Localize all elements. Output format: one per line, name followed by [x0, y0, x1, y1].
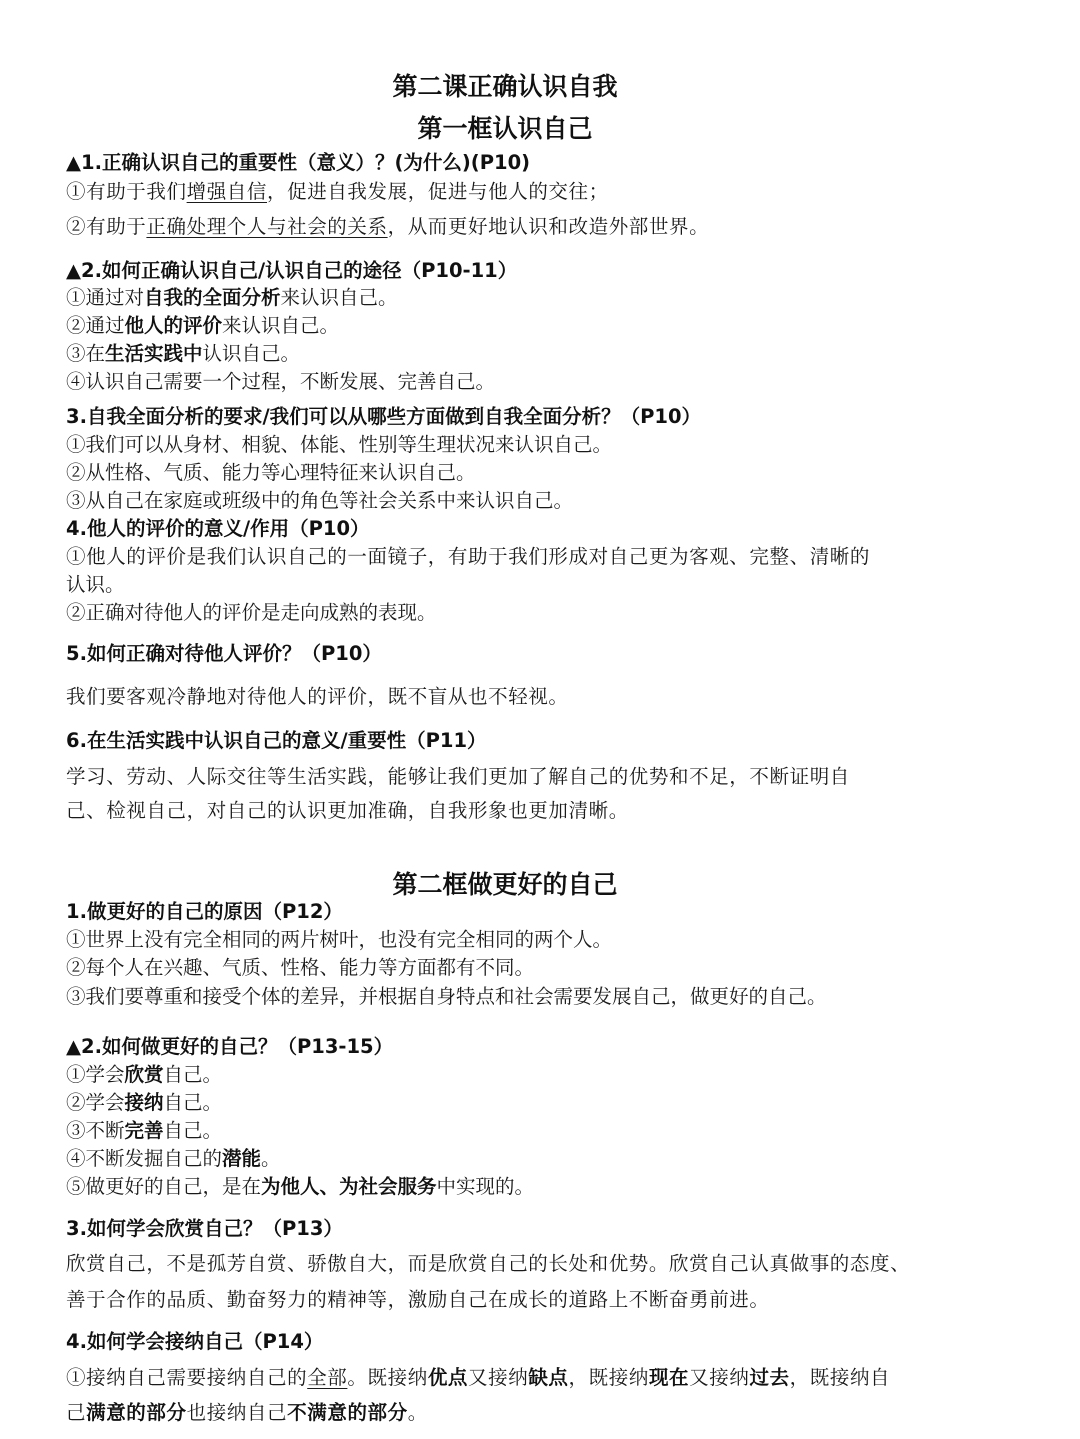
frame1-q3-line2: ②从性格、气质、能力等心理特征来认识自己。: [66, 461, 476, 484]
frame1-q4-line2: ②正确对待他人的评价是走向成熟的表现。: [66, 601, 437, 624]
frame1-q5-line1: 我们要客观冷静地对待他人的评价，既不盲从也不轻视。: [66, 685, 569, 708]
frame2-q2-heading: ▲2.如何做更好的自己？（P13-15）: [66, 1035, 394, 1058]
frame2-q4-heading: 4.如何学会接纳自己（P14）: [66, 1330, 324, 1353]
frame1-q1-line2: ②有助于正确处理个人与社会的关系，从而更好地认识和改造外部世界。: [66, 215, 710, 238]
frame1-q4-line1: ①他人的评价是我们认识自己的一面镜子，有助于我们形成对自己更为客观、完整、清晰的: [66, 545, 871, 568]
frame1-q2-line4: ④认识自己需要一个过程，不断发展、完善自己。: [66, 370, 496, 393]
underlined-phrase: 增强自信: [186, 180, 268, 203]
frame1-q2-line3: ③在生活实践中认识自己。: [66, 342, 301, 365]
frame1-q1-line1: ①有助于我们增强自信，促进自我发展，促进与他人的交往；: [66, 180, 609, 203]
frame1-q2-line2: ②通过他人的评价来认识自己。: [66, 314, 340, 337]
frame2-q2-line1: ①学会欣赏自己。: [66, 1063, 223, 1086]
underlined-phrase: 全部: [307, 1366, 348, 1389]
frame1-q6-line1: 学习、劳动、人际交往等生活实践，能够让我们更加了解自己的优势和不足，不断证明自: [66, 765, 850, 788]
frame2-q1-line1: ①世界上没有完全相同的两片树叶，也没有完全相同的两个人。: [66, 928, 613, 951]
frame1-q6-heading: 6.在生活实践中认识自己的意义/重要性（P11）: [66, 729, 487, 752]
frame2-q2-line2: ②学会接纳自己。: [66, 1091, 223, 1114]
frame2-q3-line2: 善于合作的品质、勤奋努力的精神等，激励自己在成长的道路上不断奋勇前进。: [66, 1288, 770, 1311]
underlined-phrase: 正确处理个人与社会的关系: [146, 215, 388, 238]
frame2-q2-line4: ④不断发掘自己的潜能。: [66, 1147, 281, 1170]
frame2-q2-line5: ⑤做更好的自己，是在为他人、为社会服务中实现的。: [66, 1175, 535, 1198]
frame1-q2-heading: ▲2.如何正确认识自己/认识自己的途径（P10-11）: [66, 259, 518, 282]
lesson-title: 第二课正确认识自我: [392, 72, 618, 101]
frame1-q3-line1: ①我们可以从身材、相貌、体能、性别等生理状况来认识自己。: [66, 433, 613, 456]
frame1-q3-heading: 3.自我全面分析的要求/我们可以从哪些方面做到自我全面分析？（P10）: [66, 405, 702, 428]
frame1-q6-line2: 己、检视自己，对自己的认识更加准确，自我形象也更加清晰。: [66, 799, 629, 822]
frame1-q4-heading: 4.他人的评价的意义/作用（P10）: [66, 517, 370, 540]
frame2-q3-line1: 欣赏自己，不是孤芳自赏、骄傲自大，而是欣赏自己的长处和优势。欣赏自己认真做事的态度、: [66, 1252, 911, 1275]
frame2-q1-line3: ③我们要尊重和接受个体的差异，并根据自身特点和社会需要发展自己，做更好的自己。: [66, 985, 827, 1008]
frame2-q1-line2: ②每个人在兴趣、气质、性格、能力等方面都有不同。: [66, 956, 535, 979]
frame2-title: 第二框做更好的自己: [392, 870, 618, 899]
frame2-q2-line3: ③不断完善自己。: [66, 1119, 223, 1142]
frame1-q4-line1-cont: 认识。: [66, 573, 125, 596]
frame1-q2-line1: ①通过对自我的全面分析来认识自己。: [66, 286, 398, 309]
frame1-q1-heading: ▲1.正确认识自己的重要性（意义）？(为什么)(P10): [66, 151, 531, 174]
frame1-title: 第一框认识自己: [417, 114, 593, 143]
frame2-q3-heading: 3.如何学会欣赏自己？（P13）: [66, 1217, 343, 1240]
frame2-q1-heading: 1.做更好的自己的原因（P12）: [66, 900, 343, 923]
frame2-q4-line2: 己满意的部分也接纳自己不满意的部分。: [66, 1401, 428, 1424]
frame1-q5-heading: 5.如何正确对待他人评价？（P10）: [66, 642, 382, 665]
frame2-q4-line1: ①接纳自己需要接纳自己的全部。既接纳优点又接纳缺点，既接纳现在又接纳过去，既接纳自: [66, 1366, 891, 1389]
frame1-q3-line3: ③从自己在家庭或班级中的角色等社会关系中来认识自己。: [66, 489, 574, 512]
